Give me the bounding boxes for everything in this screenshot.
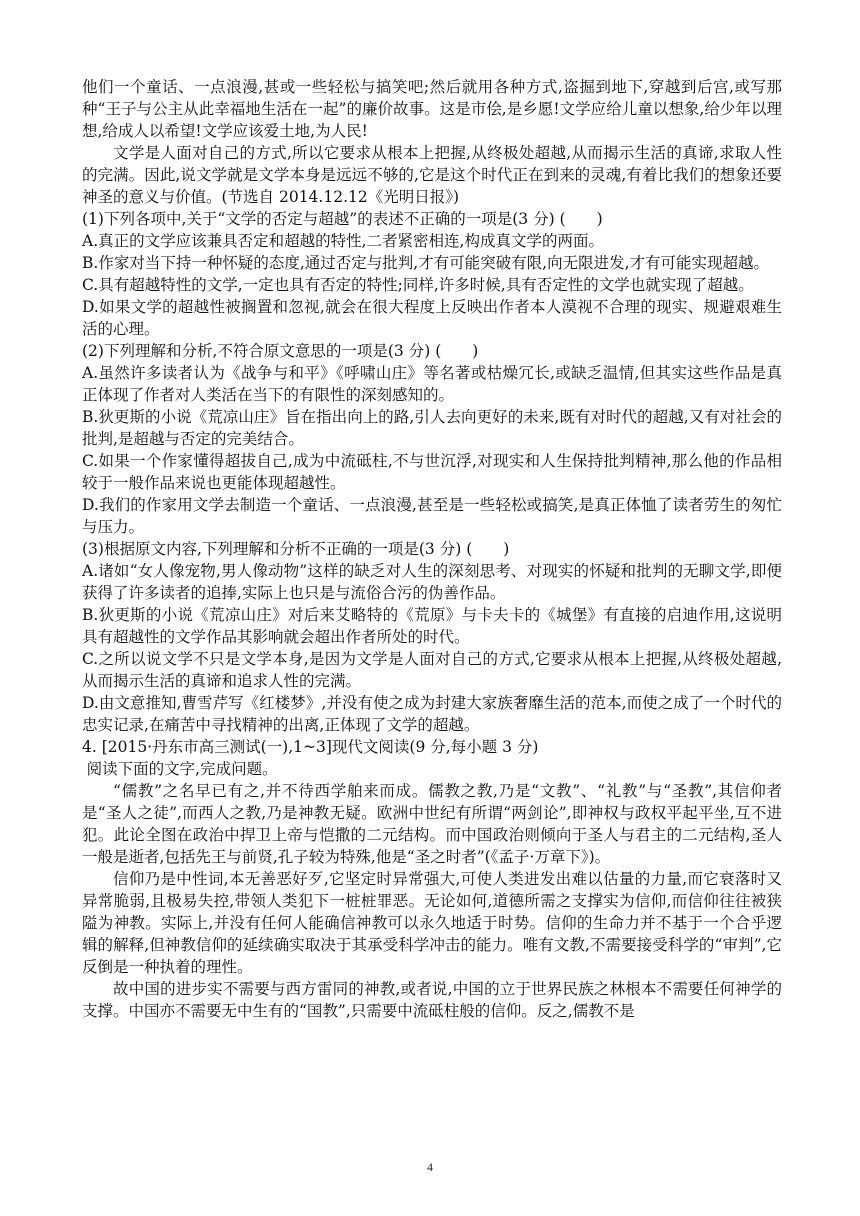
paragraph: C.如果一个作家懂得超拔自己,成为中流砥柱,不与世沉浮,对现实和人生保持批判精神,那么他的作品相较于一般作品来说也更能体现超越性。 bbox=[82, 452, 782, 492]
paragraph: 故中国的进步实不需要与西方雷同的神教,或者说,中国的立于世界民族之林根本不需要任何神学的支撑。中国亦不需要无中生有的“国教”,只需要中流砥柱般的信仰。反之,儒教不是 bbox=[82, 980, 782, 1020]
paragraph: 信仰乃是中性词,本无善恶好歹,它坚定时异常强大,可使人类进发出难以估量的力量,而它衰落时又异常脆弱,且极易失控,带领人类犯下一桩桩罪恶。无论如何,道德所需之支撑实为信仰,而信仰往往被狭隘为神教。实际上,并没有任何人能确信神教可以永久地适于时势。信仰的生命力并不基于一个合乎逻辑的解释,但神教信仰的延续确实取决于其承受科学冲击的能力。唯有文教,不需要接受科学的“审判”,它反倒是一种执着的理性。 bbox=[82, 870, 782, 976]
paragraph: C.具有超越特性的文学,一定也具有否定的特性;同样,许多时候,具有否定性的文学也就实现了超越。 bbox=[82, 276, 754, 294]
paragraph: A.诸如“女人像宠物,男人像动物”这样的缺乏对人生的深刻思考、对现实的怀疑和批判的无聊文学,即便获得了许多读者的追捧,实际上也只是与流俗合污的伪善作品。 bbox=[82, 562, 782, 602]
paragraph: D.如果文学的超越性被搁置和忽视,就会在很大程度上反映出作者本人漠视不合理的现实、规避艰难生活的心理。 bbox=[82, 298, 782, 338]
paragraph: “儒教”之名早已有之,并不待西学舶来而成。儒教之教,乃是“文教”、“礼教”与“圣教”,其信仰者是“圣人之徒”,而西人之教,乃是神教无疑。欧洲中世纪有所谓“两剑论”,即神权与政权平起平坐,互不进犯。此论全图在政治中捍卫上帝与恺撒的二元结构。而中国政治则倾向于圣人与君主的二元结构,圣人一般是逝者,包括先王与前贤,孔子较为特殊,他是“圣之时者”(《孟子·万章下》)。 bbox=[82, 782, 782, 866]
paragraph: D.由文意推知,曹雪芹写《红楼梦》,并没有使之成为封建大家族奢靡生活的范本,而使之成了一个时代的忠实记录,在痛苦中寻找精神的出离,正体现了文学的超越。 bbox=[82, 694, 782, 734]
paragraph: B.作家对当下持一种怀疑的态度,通过否定与批判,才有可能突破有限,向无限进发,才有可能实现超越。 bbox=[82, 254, 770, 272]
paragraph: 文学是人面对自己的方式,所以它要求从根本上把握,从终极处超越,从而揭示生活的真谛,求取人性的完满。因此,说文学就是文学本身是远远不够的,它是这个时代正在到来的灵魂,有着比我们的想象还要神圣的意义与价值。(节选自 2014.12.12《光明日报》) bbox=[82, 144, 782, 206]
paragraph: B.狄更斯的小说《荒凉山庄》对后来艾略特的《荒原》与卡夫卡的《城堡》有直接的启迪作用,这说明具有超越性的文学作品其影响就会超出作者所处的时代。 bbox=[82, 606, 782, 646]
paragraph: (1)下列各项中,关于“文学的否定与超越”的表述不正确的一项是(3 分) ( ) bbox=[82, 210, 603, 228]
paragraph: 阅读下面的文字,完成问题。 bbox=[86, 760, 278, 778]
paragraph: D.我们的作家用文学去制造一个童话、一点浪漫,甚至是一些轻松或搞笑,是真正体恤了读者劳生的匆忙与压力。 bbox=[82, 496, 782, 536]
document-body bbox=[82, 76, 782, 1022]
paragraph: 4. [2015·丹东市高三测试(一),1~3]现代文阅读(9 分,每小题 3 分) bbox=[82, 738, 539, 756]
page-number: 4 bbox=[427, 1160, 433, 1174]
paragraph: 他们一个童话、一点浪漫,甚或一些轻松与搞笑吧;然后就用各种方式,盗掘到地下,穿越到后宫,或写那种“王子与公主从此幸福地生活在一起”的廉价故事。这是市侩,是乡愿!文学应给儿童以想象,给少年以理想,给成人以希望!文学应该爱土地,为人民! bbox=[82, 78, 782, 140]
paragraph: A.虽然许多读者认为《战争与和平》《呼啸山庄》等名著或枯燥冗长,或缺乏温情,但其实这些作品是真正体现了作者对人类活在当下的有限性的深刻感知的。 bbox=[82, 364, 782, 404]
paragraph: B.狄更斯的小说《荒凉山庄》旨在指出向上的路,引人去向更好的未来,既有对时代的超越,又有对社会的批判,是超越与否定的完美结合。 bbox=[82, 408, 782, 448]
paragraph: A.真正的文学应该兼具否定和超越的特性,二者紧密相连,构成真文学的两面。 bbox=[82, 232, 604, 250]
paragraph: (2)下列理解和分析,不符合原文意思的一项是(3 分) ( ) bbox=[82, 342, 479, 360]
paragraph: C.之所以说文学不只是文学本身,是因为文学是人面对自己的方式,它要求从根本上把握,从终极处超越,从而揭示生活的真谛和追求人性的完满。 bbox=[82, 650, 782, 690]
paragraph: (3)根据原文内容,下列理解和分析不正确的一项是(3 分) ( ) bbox=[82, 540, 510, 558]
